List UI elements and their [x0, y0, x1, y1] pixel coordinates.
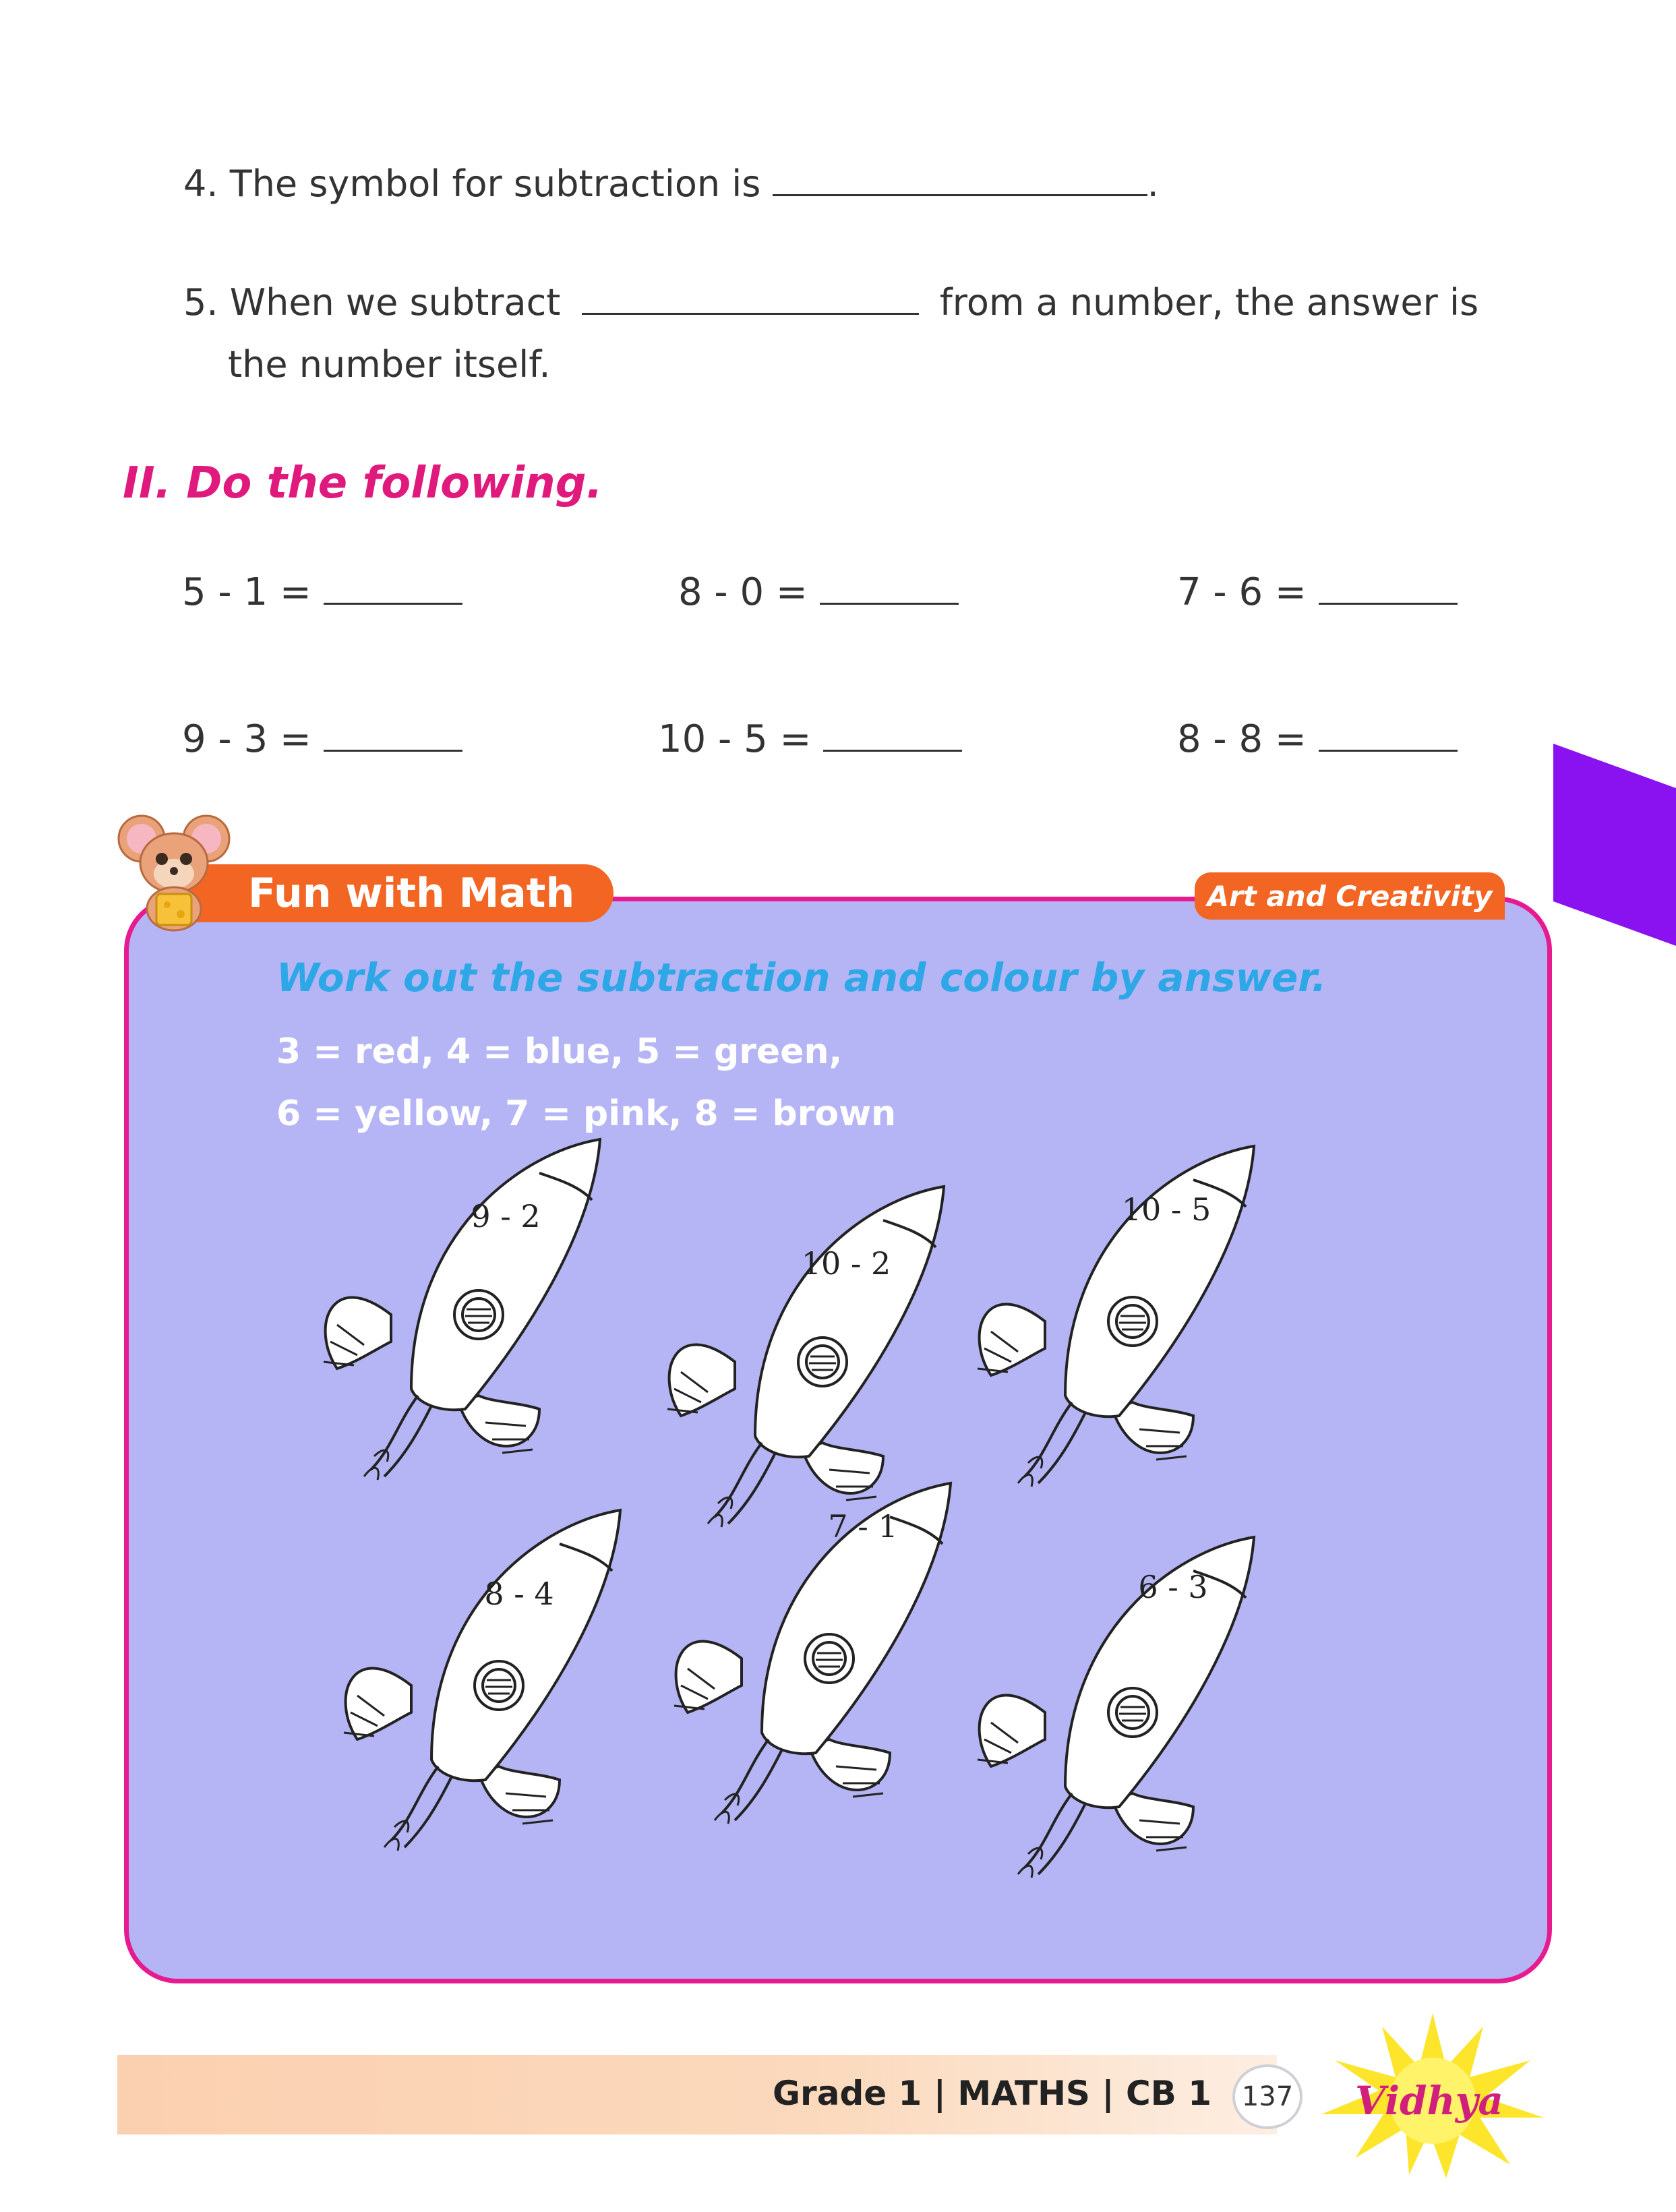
answer-blank[interactable]	[1319, 750, 1458, 752]
question-number: 5.	[183, 281, 218, 324]
rocket-4-label: 8 - 4	[484, 1576, 554, 1612]
problem-5	[658, 717, 962, 761]
answer-blank[interactable]	[823, 750, 962, 752]
question-text: The symbol for subtraction is	[229, 162, 761, 205]
mouse-mascot-icon	[113, 806, 235, 934]
answer-blank[interactable]	[820, 603, 959, 605]
question-number: 4.	[183, 162, 218, 205]
rocket-4[interactable]	[344, 1510, 620, 1851]
rocket-3[interactable]	[978, 1146, 1254, 1487]
rocket-6-label: 6 - 3	[1138, 1569, 1208, 1605]
page-number-badge	[1232, 2064, 1303, 2129]
question-5-line2: the number itself.	[228, 343, 551, 386]
problem-6	[1177, 717, 1458, 761]
question-text: When we subtract	[229, 281, 561, 324]
rocket-5-label: 7 - 1	[828, 1508, 898, 1545]
footer-label: Grade 1 | MATHS | CB 1	[773, 2074, 1212, 2113]
page-number: 137	[1241, 2081, 1294, 2112]
answer-blank[interactable]	[582, 313, 919, 315]
art-creativity-label: Art and Creativity	[1207, 879, 1493, 913]
vidhya-logo-icon	[1308, 2006, 1557, 2182]
problem-3	[1177, 570, 1458, 614]
rocket-2-label: 10 - 2	[801, 1245, 891, 1282]
problem-2	[678, 570, 959, 614]
rocket-5[interactable]	[674, 1483, 951, 1824]
rocket-colouring-area	[297, 1133, 1294, 1928]
answer-blank[interactable]	[324, 603, 462, 605]
problem-4	[182, 717, 462, 761]
answer-blank[interactable]	[1319, 603, 1458, 605]
problem-text: 8 - 0 =	[678, 570, 808, 614]
colour-key-line-2: 6 = yellow, 7 = pink, 8 = brown	[276, 1094, 897, 1134]
chapter-side-tab	[1553, 744, 1676, 946]
fun-with-math-title: Fun with Math	[248, 870, 575, 917]
question-5	[183, 281, 1479, 324]
rocket-3-label: 10 - 5	[1121, 1191, 1211, 1228]
instruction-text: Work out the subtraction and colour by answer.	[276, 955, 1327, 1000]
rocket-6[interactable]	[978, 1537, 1254, 1878]
problem-text: 9 - 3 =	[182, 717, 311, 761]
question-text-cont: from a number, the answer is	[939, 281, 1479, 324]
question-4	[183, 162, 1159, 205]
colour-key-line-1: 3 = red, 4 = blue, 5 = green,	[276, 1032, 843, 1072]
problem-text: 5 - 1 =	[182, 570, 311, 614]
section-heading: II. Do the following.	[123, 458, 603, 508]
problem-text: 10 - 5 =	[658, 717, 812, 761]
art-creativity-tag	[1195, 872, 1505, 920]
answer-blank[interactable]	[773, 194, 1147, 196]
problem-text: 7 - 6 =	[1177, 570, 1307, 614]
problem-1	[182, 570, 462, 614]
logo-text: Vidhya	[1354, 2078, 1504, 2124]
problem-text: 8 - 8 =	[1177, 717, 1307, 761]
rocket-2[interactable]	[667, 1187, 944, 1527]
rocket-1-label: 9 - 2	[471, 1198, 541, 1234]
rocket-1[interactable]	[324, 1139, 600, 1480]
question-text-end: .	[1147, 162, 1159, 205]
answer-blank[interactable]	[324, 750, 462, 752]
